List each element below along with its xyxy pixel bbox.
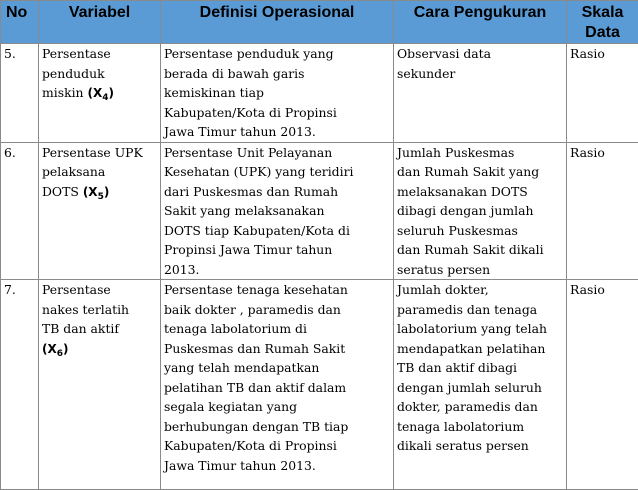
variable-code: $(X_5)$ (83, 185, 110, 199)
header-no: No (1, 1, 39, 44)
cell-cara: Jumlah Puskesmas dan Rumah Sakit yang melaksanakan DOTS dibagi dengan jumlah seluruh Puskesmas dan Rumah Sakit dikali seratus persen (394, 142, 567, 280)
table-row (1, 142, 638, 280)
cell-definisi: Persentase Unit Pelayanan Kesehatan (UPK) yang teridiri dari Puskesmas dan Rumah Sakit yang melaksanakan DOTS tiap Kabupaten/Kota di Propinsi Jawa Timur tahun 2013. (161, 142, 394, 280)
table-row (1, 44, 638, 143)
cell-variabel (39, 44, 161, 143)
variabel-label: Persentase UPK pelaksana DOTS (42, 145, 143, 199)
cell-no: 6. (1, 142, 39, 280)
cell-cara: Observasi data sekunder (394, 44, 567, 143)
cell-definisi: Persentase tenaga kesehatan baik dokter , paramedis dan tenaga labolatorium di Puskesmas dan Rumah Sakit yang telah mendapatkan pelatihan TB dan aktif dalam segala kegiatan yang berhubungan dengan TB tiap Kabupaten/Kota di Propinsi Jawa Timur tahun 2013. (161, 280, 394, 490)
cell-no: 5. (1, 44, 39, 143)
variable-code: $(X_6)$ (42, 342, 69, 356)
variabel-label: Persentase nakes terlatih TB dan aktif (42, 282, 129, 336)
header-cara-pengukuran: Cara Pengukuran (394, 1, 567, 44)
variable-code: $(X_4)$ (87, 86, 114, 100)
table-row (1, 280, 638, 490)
cell-skala: Rasio (567, 280, 638, 490)
cell-variabel (39, 142, 161, 280)
header-skala-data: Skala Data (567, 1, 638, 44)
variabel-label: Persentase penduduk miskin (42, 46, 111, 100)
cell-no: 7. (1, 280, 39, 490)
header-variabel: Variabel (39, 1, 161, 44)
cell-definisi: Persentase penduduk yang berada di bawah garis kemiskinan tiap Kabupaten/Kota di Propinsi Jawa Timur tahun 2013. (161, 44, 394, 143)
cell-skala: Rasio (567, 142, 638, 280)
cell-variabel (39, 280, 161, 490)
cell-cara: Jumlah dokter, paramedis dan tenaga labolatorium yang telah mendapatkan pelatihan TB dan aktif dibagi dengan jumlah seluruh dokter, paramedis dan tenaga labolatorium dikali seratus persen (394, 280, 567, 490)
cell-skala: Rasio (567, 44, 638, 143)
header-definisi-operasional: Definisi Operasional (161, 1, 394, 44)
table-header-row (1, 1, 638, 44)
